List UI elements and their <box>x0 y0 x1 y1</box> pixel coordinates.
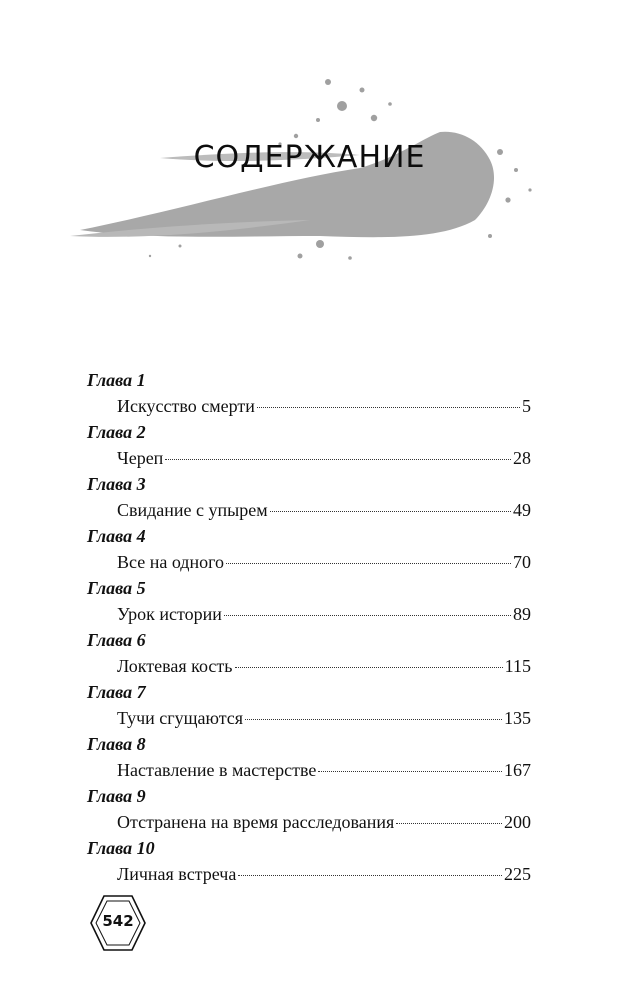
chapter-label: Глава 2 <box>87 422 146 442</box>
toc-entry[interactable] <box>117 707 531 729</box>
dot-leader <box>270 511 511 512</box>
toc-entry[interactable] <box>117 551 531 573</box>
chapter-label: Глава 9 <box>87 786 146 806</box>
toc-entry[interactable] <box>117 499 531 521</box>
table-of-contents <box>87 369 531 889</box>
toc-chapter <box>87 525 531 577</box>
ink-splash-decoration <box>60 60 560 290</box>
chapter-label: Глава 4 <box>87 526 146 546</box>
droplet <box>179 245 182 248</box>
chapter-label: Глава 3 <box>87 474 146 494</box>
entry-page-number: 200 <box>504 812 531 832</box>
dot-leader <box>396 823 502 824</box>
droplet <box>360 88 365 93</box>
toc-entry[interactable] <box>117 447 531 469</box>
dot-leader <box>238 875 502 876</box>
entry-title: Урок истории <box>117 604 222 624</box>
toc-entry[interactable] <box>117 603 531 625</box>
dot-leader <box>235 667 503 668</box>
entry-page-number: 167 <box>504 760 531 780</box>
toc-chapter <box>87 681 531 733</box>
entry-page-number: 28 <box>513 448 531 468</box>
toc-chapter <box>87 837 531 889</box>
chapter-label: Глава 10 <box>87 838 155 858</box>
page-title: СОДЕРЖАНИЕ <box>193 140 426 175</box>
entry-page-number: 5 <box>522 396 531 416</box>
toc-chapter <box>87 369 531 421</box>
droplet <box>316 240 324 248</box>
dot-leader <box>165 459 511 460</box>
droplet <box>149 255 151 257</box>
droplet <box>298 254 303 259</box>
page-number: 542 <box>102 912 134 930</box>
droplet <box>528 188 531 191</box>
toc-entry[interactable] <box>117 811 531 833</box>
dot-leader <box>318 771 502 772</box>
entry-page-number: 49 <box>513 500 531 520</box>
toc-chapter <box>87 473 531 525</box>
toc-chapter <box>87 577 531 629</box>
toc-entry[interactable] <box>117 655 531 677</box>
entry-page-number: 115 <box>504 656 531 676</box>
entry-title: Искусство смерти <box>117 396 255 416</box>
entry-title: Все на одного <box>117 552 225 572</box>
chapter-label: Глава 6 <box>87 630 146 650</box>
entry-title: Тучи сгущаются <box>117 708 244 728</box>
entry-page-number: 225 <box>504 864 531 884</box>
entry-page-number: 89 <box>513 604 531 624</box>
toc-entry[interactable] <box>117 395 531 417</box>
droplet <box>325 79 331 85</box>
toc-chapter <box>87 421 531 473</box>
droplet <box>337 101 347 111</box>
entry-page-number: 135 <box>504 708 531 728</box>
entry-title: Череп <box>117 448 164 468</box>
toc-chapter <box>87 733 531 785</box>
toc-entry[interactable] <box>117 759 531 781</box>
toc-chapter <box>87 785 531 837</box>
dot-leader <box>257 407 520 408</box>
chapter-label: Глава 8 <box>87 734 146 754</box>
toc-chapter <box>87 629 531 681</box>
droplet <box>488 234 492 238</box>
entry-title: Локтевая кость <box>117 656 233 676</box>
entry-title: Свидание с упырем <box>117 500 268 520</box>
chapter-label: Глава 5 <box>87 578 146 598</box>
toc-entry[interactable] <box>117 863 531 885</box>
dot-leader <box>226 563 511 564</box>
entry-title: Отстранена на время расследования <box>117 812 395 832</box>
chapter-label: Глава 1 <box>87 370 146 390</box>
droplet <box>371 115 377 121</box>
entry-title: Наставление в мастерстве <box>117 760 317 780</box>
droplet <box>294 134 298 138</box>
droplet <box>505 197 510 202</box>
entry-page-number: 70 <box>513 552 531 572</box>
dot-leader <box>224 615 511 616</box>
chapter-label: Глава 7 <box>87 682 146 702</box>
droplet <box>348 256 352 260</box>
droplet <box>388 102 392 106</box>
droplet <box>316 118 320 122</box>
dot-leader <box>245 719 502 720</box>
entry-title: Личная встреча <box>117 864 237 884</box>
